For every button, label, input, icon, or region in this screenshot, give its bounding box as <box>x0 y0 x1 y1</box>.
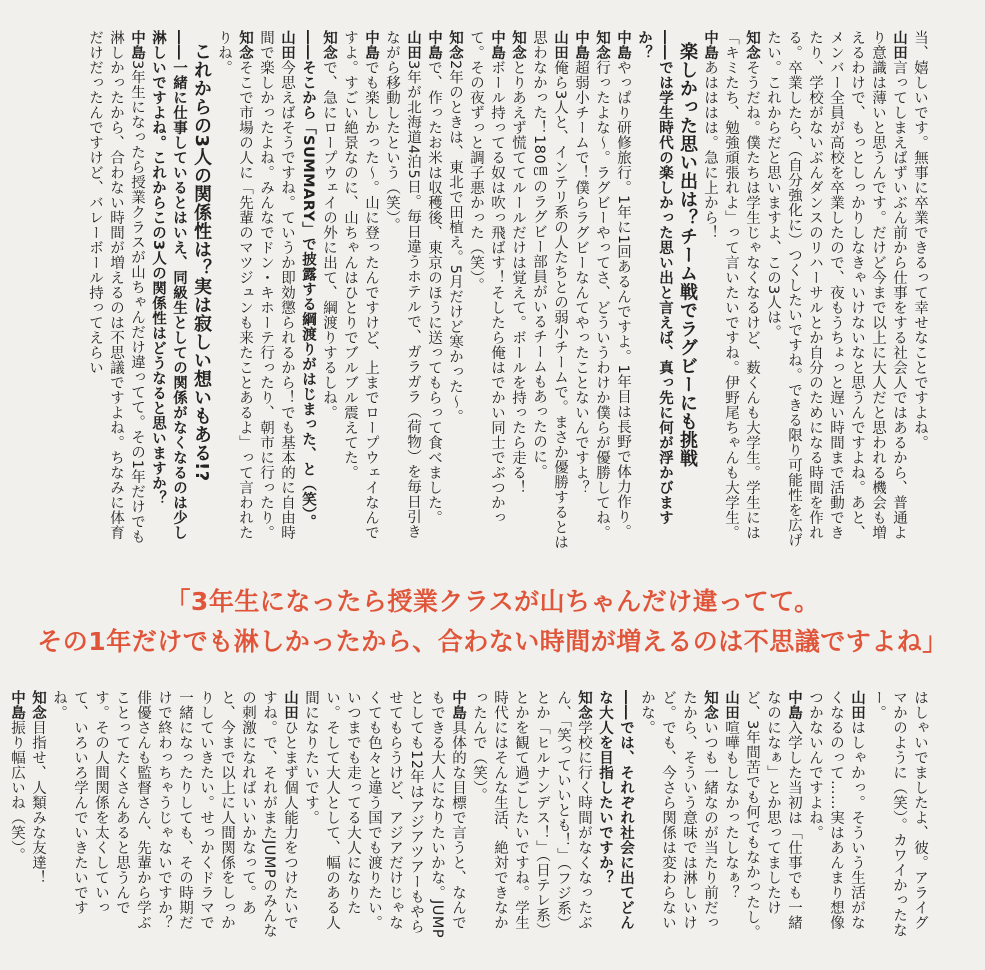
dialogue-text: 学校に行く時間がなくなったぶん、「笑っていいとも！」（フジ系）とか「ヒルナンデス！」（日テレ系）とかを観て過ごしたいですね。学生時代にはそんな生活、絶対できなかったんで（笑）。 <box>471 690 592 938</box>
dialogue-paragraph <box>720 690 741 940</box>
speaker-name: 中島 <box>702 30 718 60</box>
dialogue-text: 2年のときは、東北で田植え。5月だけど寒かった～。 <box>447 60 463 425</box>
dialogue-paragraph <box>339 30 381 552</box>
dialogue-paragraph <box>381 30 423 552</box>
dialogue-text: やっぱり研修旅行。1年に1回あるんですよ。1年目は長野で体力作り。 <box>615 60 631 540</box>
dialogue-text: 俺ら3人と、インテリ系の人たちとの弱小チームで。まさか優勝するとは思わなかった！180㎝のラグビー部員がいるチームもあったのに。 <box>531 30 568 550</box>
dialogue-text: でも楽しかった～。山に登ったんですけど、上までロープウェイなんですよ。すごい絶景なのに、山ちゃんはひとりでブルブル震えてた。 <box>342 30 379 540</box>
dialogue-paragraph <box>507 30 528 552</box>
speaker-name: 知念 <box>744 30 760 60</box>
dialogue-paragraph <box>300 690 468 940</box>
speaker-name: 中島 <box>426 30 442 60</box>
speaker-name: 知念 <box>447 30 463 60</box>
speaker-name: 山田 <box>723 690 739 720</box>
dialogue-paragraph <box>465 30 507 552</box>
dialogue-paragraph <box>612 30 633 552</box>
dialogue-text: ひとまず個人能力をつけたいですね。で、それがまたJUMPのみんなの刺激になればいいかなって。あと、今まで以上に人間関係をしっかりしていきたい。せっかくドラマで一緒になったりしても、その時期だけで終わっちゃうじゃないですか？俳優さんも監督さん、先輩から学ぶことってたくさんあると思うんです。その人間関係を太くしていって、いろいろ学んでいきたいですね。 <box>51 690 298 939</box>
speaker-name: 知念 <box>510 30 526 60</box>
dialogue-paragraph <box>213 30 255 552</box>
dialogue-paragraph <box>699 30 720 552</box>
dialogue-paragraph <box>468 690 594 940</box>
interviewer-question: ――では学生時代の楽しかった思い出と言えば、真っ先に何が浮かびますか？ <box>636 30 673 525</box>
speaker-name: 知念 <box>321 30 337 60</box>
speaker-name: 山田 <box>405 30 421 60</box>
dialogue-paragraph <box>636 690 720 940</box>
article-body-bottom <box>9 690 930 940</box>
dialogue-text: で、作ったお米は収穫後、東京のほうに送ってもらって食べました。 <box>426 60 442 525</box>
dialogue-paragraph <box>804 690 867 940</box>
dialogue-text: 超弱小チームで！僕らラグビーなんてやったことないんですよ？ <box>573 60 589 495</box>
interviewer-question: ――一緒に仕事しているとはいえ、同級生としての関係がなくなるのは少し淋しいですよね。これからこの3人の関係性はどうなると思いますか？ <box>150 30 187 540</box>
dialogue-paragraph <box>762 30 909 552</box>
dialogue-text: 当、嬉しいです。無事に卒業できるって幸せなことですよね。 <box>912 30 928 450</box>
dialogue-text: で、急にロープウェイの外に出て、綱渡りするしね。 <box>321 60 337 420</box>
speaker-name: 山田 <box>552 30 568 60</box>
speaker-name: 中島 <box>129 30 145 60</box>
pull-quote <box>0 582 985 662</box>
dialogue-paragraph <box>84 30 147 552</box>
section-heading: これからの3人の関係性は？実は寂しい想いもある!? <box>191 42 212 482</box>
dialogue-text: そうだね。僕たちは学生じゃなくなるけど、薮くんも大学生。学生には「キミたち、勉強頑張れよ」って言いたいですね。伊野尾ちゃんも大学生。 <box>723 30 760 540</box>
pull-quote-line-1: 「3年生になったら授業クラスが山ちゃんだけ違ってて。 <box>165 587 820 616</box>
dialogue-text: いつも一緒なのが当たり前だったから、そういう意味では淋しいけど。でも、今さら関係は変わらないかな。 <box>639 690 718 930</box>
dialogue-text: 行ったよな～。ラグビーやってさ、どういうわけか僕らが優勝してね。 <box>594 60 610 540</box>
dialogue-paragraph <box>255 30 297 552</box>
dialogue-paragraph <box>570 30 591 552</box>
dialogue-text: 入学した当初は「仕事でも一緒なのになぁ」とか思ってましたけど、3年間苦でも何でもなかったし。 <box>744 690 802 940</box>
speaker-name: 中島 <box>489 30 505 60</box>
pull-quote-line-2: その1年だけでも淋しかったから、合わない時間が増えるのは不思議ですよね」 <box>37 627 948 656</box>
dialogue-paragraph <box>528 30 570 552</box>
dialogue-text: 振り幅広いね（笑）。 <box>9 720 25 863</box>
dialogue-paragraph <box>423 30 444 552</box>
dialogue-paragraph <box>444 30 465 552</box>
dialogue-text: 具体的な目標で言うと、なんでもできる大人になりたいかな。JUMPとしても12年はアジアツアーもやらせてもらうけど、アジアだけじゃなくても色々と違う国でも渡りたい。いつまでも走ってる大人になりたい。そして大人として、幅のある人間になりたいです。 <box>303 690 466 939</box>
dialogue-paragraph <box>909 30 930 552</box>
speaker-name: 中島 <box>786 690 802 720</box>
interviewer-question: ――そこから「SUMMARY」で披露する綱渡りがはじまった、と（笑）。 <box>300 30 316 530</box>
speaker-name: 山田 <box>891 30 907 60</box>
speaker-name: 中島 <box>615 30 631 60</box>
speaker-name: 中島 <box>363 30 379 60</box>
dialogue-text: ボール持ってる奴は吹っ飛ばす！そしたら俺はでかい同士でぶつかって。その夜ずっと調子悪かった（笑）。 <box>468 30 505 525</box>
speaker-name: 知念 <box>237 30 253 60</box>
dialogue-paragraph <box>48 690 300 940</box>
dialogue-paragraph <box>591 30 612 552</box>
dialogue-paragraph <box>720 30 762 552</box>
dialogue-paragraph <box>867 690 930 940</box>
dialogue-text: 目指せ、人類みな友達！ <box>30 720 46 885</box>
speaker-name: 山田 <box>279 30 295 60</box>
speaker-name: 山田 <box>849 690 865 720</box>
speaker-name: 知念 <box>576 690 592 720</box>
dialogue-paragraph <box>27 690 48 940</box>
dialogue-text: はしゃかっ。そういう生活がなくなるのって……実はあんまり想像つかないんですよね。 <box>807 690 865 930</box>
speaker-name: 中島 <box>9 690 25 720</box>
dialogue-text: はしゃいでましたよ、彼。アライグマかのように（笑）。カワイかったなー。 <box>870 690 928 938</box>
dialogue-paragraph <box>741 690 804 940</box>
dialogue-text: 喧嘩もしなかったしなぁ？ <box>723 720 739 900</box>
dialogue-text: とりあえず慌ててルールだけは覚えて。ボールを持ったら走る！ <box>510 60 526 495</box>
article-body-top <box>50 30 930 552</box>
section-heading: 楽しかった思い出は？チーム戦でラグビーにも挑戦 <box>677 42 698 468</box>
dialogue-paragraph <box>6 690 27 940</box>
dialogue-text: 3年生になったら授業クラスが山ちゃんだけ違ってて。その1年だけでも淋しかったから、合わない時間が増えるのは不思議ですよね。ちなみに体育だけだったんですけど、バレーボール持ってえらい <box>87 30 145 545</box>
dialogue-text: あはははは。急に上から！ <box>702 60 718 240</box>
speaker-name: 中島 <box>450 690 466 720</box>
interviewer-question: ――では、それぞれ社会に出てどんな大人を目指したいですか？ <box>597 690 634 930</box>
speaker-name: 知念 <box>594 30 610 60</box>
speaker-name: 中島 <box>573 30 589 60</box>
dialogue-text: 言ってしまえばずいぶん前から仕事をする社会人ではあるから、普通より意識は薄いと思うんです。だけど今まで以上に大人だと思われる機会も増えるわけで、もっとしっかりしなきゃいけないなと思うんですよね。あと、メンバー全員が高校を卒業したので、夜もうちょっと遅い時間まで活動できたり、学校がないぶんダンスのリハーサルとか自分のためになる時間を作れる。卒業したら、（自分強化に）つくしたいですね。できる限り可能性を広げたい。これからだと思いますよ、この3人は。 <box>765 30 907 548</box>
speaker-name: 知念 <box>30 690 46 720</box>
speaker-name: 知念 <box>702 690 718 720</box>
speaker-name: 山田 <box>282 690 298 720</box>
dialogue-paragraph <box>318 30 339 552</box>
dialogue-text: そこで市場の人に「先輩のマツジュンも来たことあるよ」って言われたりね。 <box>216 30 253 540</box>
dialogue-text: 今思えばそうですね。ていうか即効懲られるから！でも基本的に自由時間で楽しかったよね。みんなでドン・キホーテ行ったり、朝市に行ったり。 <box>258 30 295 540</box>
dialogue-text: 3年が北海道4泊5日。毎日違うホテルで、ガラガラ（荷物）を毎日引きながら移動したという（笑）。 <box>384 30 421 540</box>
